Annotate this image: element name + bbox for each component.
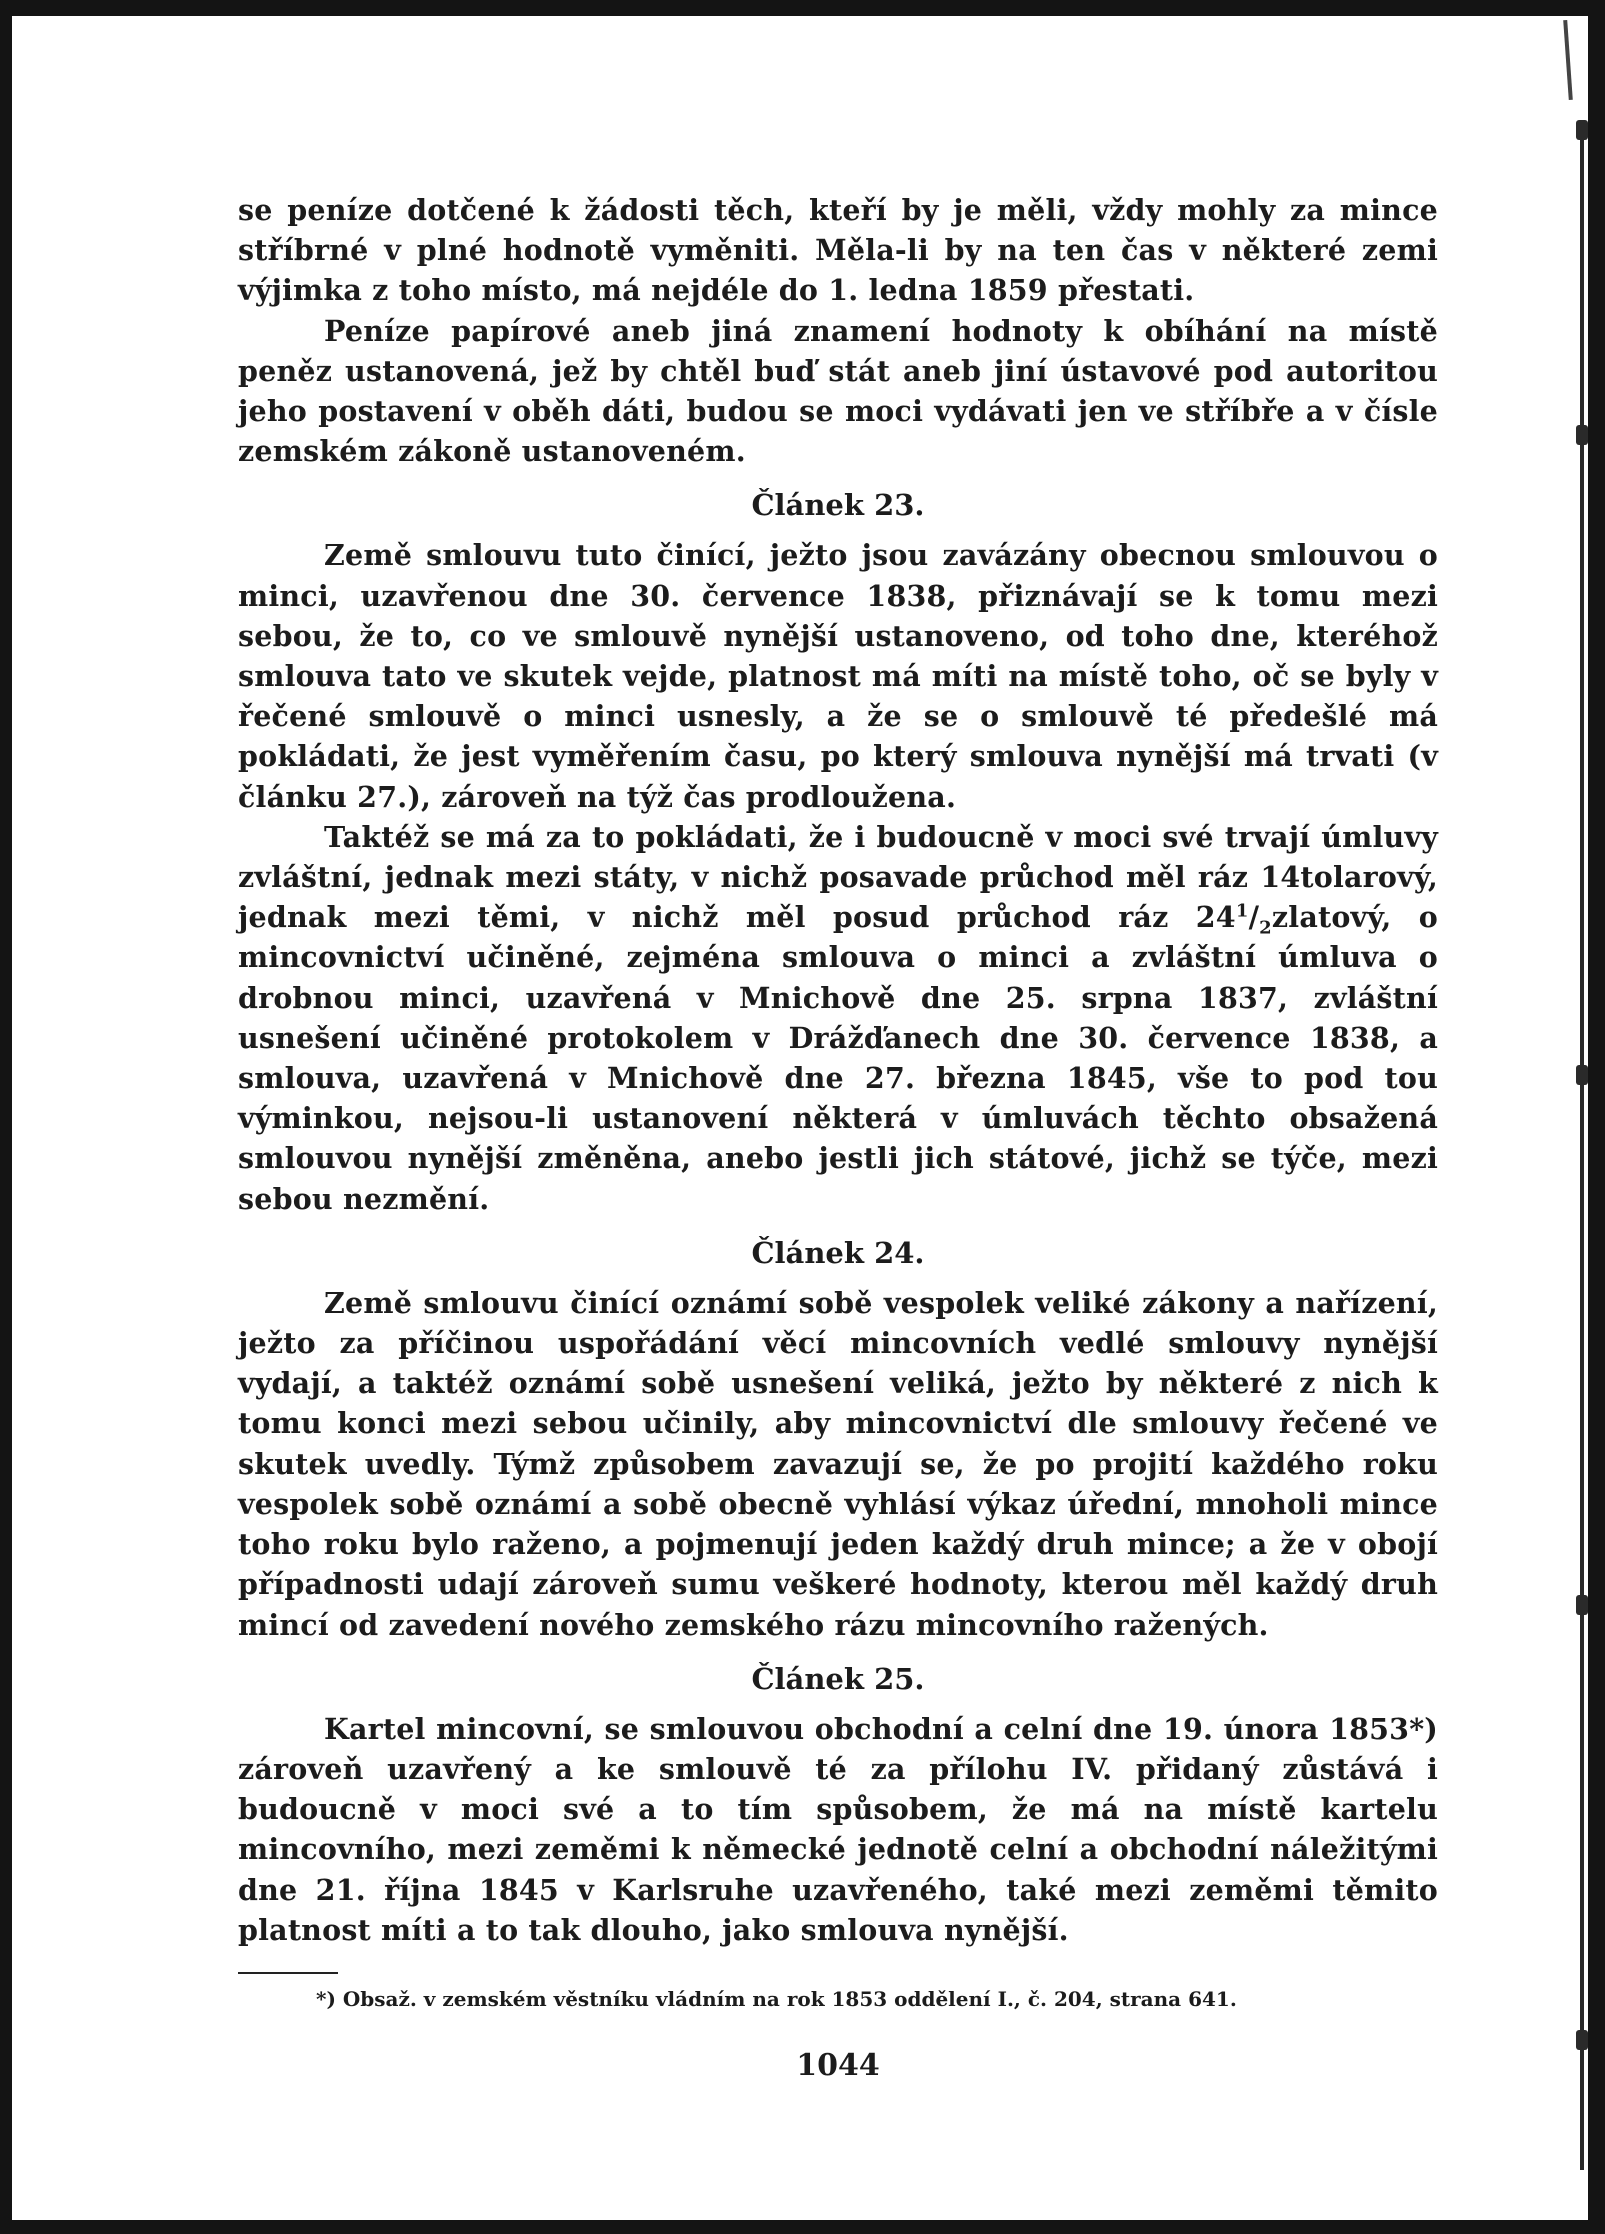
binding-tick <box>1563 20 1573 100</box>
footnote-rule <box>238 1972 338 1974</box>
binding-mark <box>1576 1595 1588 1615</box>
scan-border-right <box>1588 0 1605 2234</box>
scan-border-bottom <box>0 2220 1605 2234</box>
article-23-paragraph-2 <box>238 817 1438 1219</box>
binding-mark <box>1576 1065 1588 1085</box>
binding-mark <box>1576 120 1588 140</box>
article-23-paragraph-1: Země smlouvu tuto činící, ježto jsou zavázány obecnou smlouvou o minci, uzavřenou dne 30. července 1838, přiznávají se k tomu mezi sebou, že to, co ve smlouvě nynější ustanoveno, od toho dne, kteréhož smlouva tato ve skutek vejde, platnost má míti na místě toho, oč se byly v řečené smlouvě o minci usnesly, a že se o smlouvě té předešlé má pokládati, že jest vyměřením času, po který smlouva nynější má trvati (v článku 27.), zároveň na týž čas prodloužena. <box>238 538 1438 814</box>
binding-mark <box>1576 2030 1588 2050</box>
article-23-p2-text: Taktéž se má za to pokládati, že i budoucně v moci své trvají úmluvy zvláštní, jednak mezi státy, v nichž posavade průchod měl ráz 14tolarový, jednak mezi těmi, v nichž měl posud průchod ráz 24 <box>238 819 1438 935</box>
binding-mark <box>1576 425 1588 445</box>
article-25-heading: Článek 25. <box>751 1661 925 1696</box>
scan-border-top <box>0 0 1605 16</box>
article-24-heading: Článek 24. <box>751 1235 925 1270</box>
fraction-numerator: 1 <box>1235 900 1249 922</box>
paragraph-paper-money: Peníze papírové aneb jiná znamení hodnoty k obíhání na místě peněz ustanovená, jež by chtěl buď stát aneb jiní ústavové pod autoritou jeho postavení v oběh dáti, budou se moci vydávati jen ve stříbře a v čísle zemském zákoně ustanoveném. <box>238 313 1438 469</box>
article-23-p2-text-rest: zlatový, o mincovnictví učiněné, zejména smlouva o minci a zvláštní úmluva o drobnou minci, uzavřená v Mnichově dne 25. srpna 1837, zvláštní usnešení učiněné protokolem v Drážďanech dne 30. července 1838, a smlouva, uzavřená v Mnichově dne 27. března 1845, vše to pod tou výminkou, nejsou-li ustanovení některá v úmluvách těchto obsažená smlouvou nynější změněna, anebo jestli jich státové, jichž se týče, mezi sebou nezmění. <box>238 900 1438 1216</box>
document-page <box>238 190 1438 2083</box>
paragraph-continuation: se peníze dotčené k žádosti těch, kteří by je měli, vždy mohly za mince stříbrné v plné hodnotě vyměniti. Měla-li by na ten čas v některé zemi výjimka z toho místo, má nejdéle do 1. ledna 1859 přestati. <box>238 193 1438 308</box>
article-24-paragraph-1: Země smlouvu činící oznámí sobě vespolek veliké zákony a nařízení, ježto za příčinou uspořádání věcí mincovních vedlé smlouvy nynější vydají, a taktéž oznámí sobě usnešení veliká, ježto by některé z nich k tomu konci mezi sebou učinily, aby mincovnictví dle smlouvy řečené ve skutek uvedly. Týmž způsobem zavazují se, že po projití každého roku vespolek sobě oznámí a sobě obecně vyhlásí výkaz úřední, mnoholi mince toho roku bylo raženo, a pojmenují jeden každý druh mince; a že v obojí případnosti udají zároveň sumu veškeré hodnoty, kterou měl každý druh mincí od zavedení nového zemského rázu mincovního ražených. <box>238 1285 1438 1642</box>
scan-border-left <box>0 0 12 2234</box>
fraction-slash: / <box>1248 900 1260 935</box>
footnote: *) Obsaž. v zemském věstníku vládním na rok 1853 oddělení I., č. 204, strana 641. <box>316 1986 1237 2011</box>
article-25-paragraph-1: Kartel mincovní, se smlouvou obchodní a celní dne 19. února 1853*) zároveň uzavřený a ke smlouvě té za přílohu IV. přidaný zůstává i budoucně v moci své a to tím spůsobem, že má na místě kartelu mincovního, mezi zeměmi k německé jednotě celní a obchodní náležitými dne 21. října 1845 v Karlsruhe uzavřeného, také mezi zeměmi těmito platnost míti a to tak dlouho, jako smlouva nynější. <box>238 1711 1438 1947</box>
fraction-denominator: 2 <box>1259 917 1272 939</box>
page-number: 1044 <box>796 2047 880 2083</box>
article-23-heading: Článek 23. <box>751 488 925 523</box>
